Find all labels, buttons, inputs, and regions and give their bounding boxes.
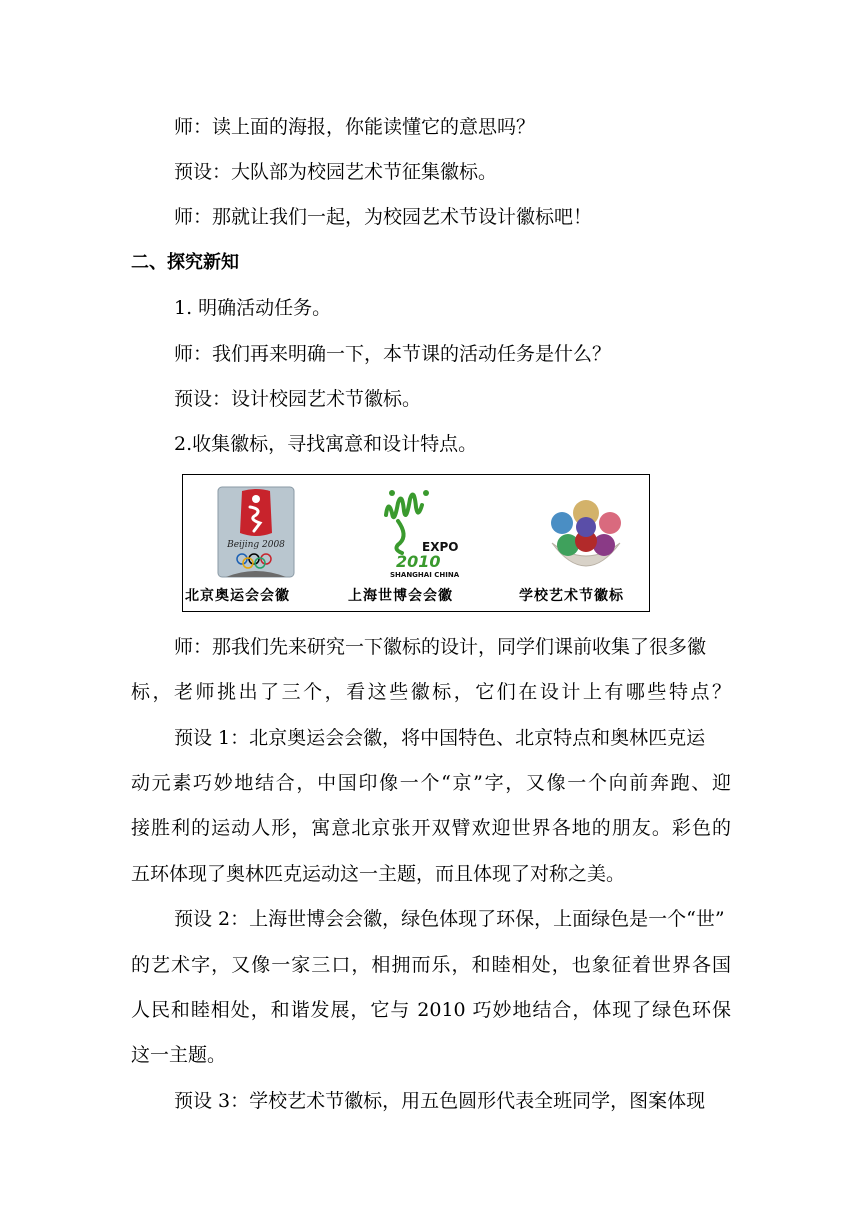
paragraph: 师：我们再来明确一下，本节课的活动任务是什么？ [174,343,612,365]
paragraph: 师：读上面的海报，你能读懂它的意思吗？ [174,116,536,138]
svg-text:2010: 2010 [396,552,441,571]
paragraph-line: 预设 2：上海世博会会徽，绿色体现了环保，上面绿色是一个“世” [174,908,725,930]
svg-text:EXPO: EXPO [422,540,459,554]
paragraph-line: 接胜利的运动人形，寓意北京张开双臂欢迎世界各地的朋友。彩色的 [131,817,731,839]
paragraph-line: 标，老师挑出了三个，看这些徽标，它们在设计上有哪些特点？ [131,681,731,703]
svg-text:SHANGHAI CHINA: SHANGHAI CHINA [390,571,460,579]
paragraph-line: 动元素巧妙地结合，中国印像一个“京”字，又像一个向前奔跑、迎 [131,772,731,794]
paragraph-line: 师：那我们先来研究一下徽标的设计，同学们课前收集了很多徽 [174,636,707,658]
school-art-festival-emblem-icon [546,485,626,581]
paragraph: 预设：设计校园艺术节徽标。 [174,388,422,410]
caption-shanghai: 上海世博会会徽 [348,588,453,604]
caption-school: 学校艺术节徽标 [519,588,624,604]
paragraph-line: 人民和睦相处，和谐发展，它与 2010 巧妙地结合，体现了绿色环保 [131,999,731,1021]
paragraph-line: 的艺术字，又像一家三口，相拥而乐，和睦相处，也象征着世界各国 [131,954,731,976]
paragraph-line: 五环体现了奥林匹克运动这一主题，而且体现了对称之美。 [131,863,626,885]
paragraph-line: 这一主题。 [131,1044,227,1066]
paragraph: 预设：大队部为校园艺术节征集徽标。 [174,161,498,183]
paragraph-line: 预设 3：学校艺术节徽标，用五色圆形代表全班同学，图案体现 [174,1090,706,1112]
paragraph-line: 预设 1：北京奥运会会徽，将中国特色、北京特点和奥林匹克运 [174,727,706,749]
paragraph: 1. 明确活动任务。 [174,297,332,319]
paragraph: 师：那就让我们一起，为校园艺术节设计徽标吧！ [174,206,593,228]
section-heading: 二、探究新知 [131,252,239,273]
svg-text:Beijing 2008: Beijing 2008 [227,540,285,550]
paragraph: 2.收集徽标，寻找寓意和设计特点。 [174,433,478,455]
shanghai-expo-2010-emblem-icon [378,485,468,581]
beijing-2008-emblem-icon [216,485,296,581]
emblem-figure [182,474,650,612]
caption-beijing: 北京奥运会会徽 [185,588,290,604]
